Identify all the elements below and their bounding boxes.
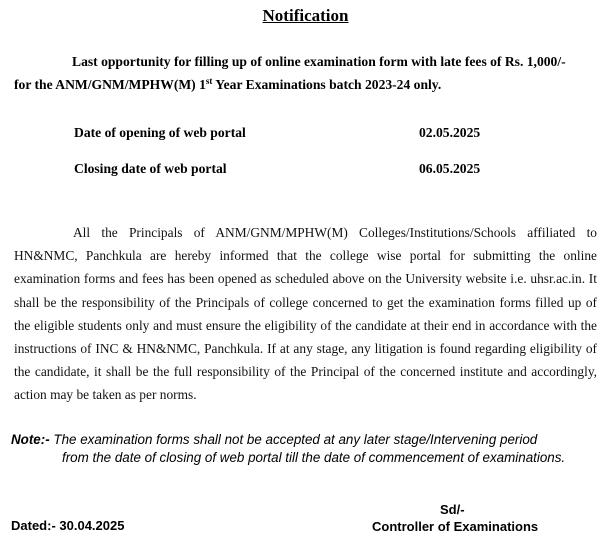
schedule-value-opening: 02.05.2025 [419,125,481,140]
note-label: Note:- [11,432,50,447]
subject-line-2-start: for the ANM/GNM/MPHW(M) 1 [14,77,206,92]
subject-line-2-end: Year Examinations batch 2023-24 only. [212,77,442,92]
note-line-1 [11,431,601,449]
schedule-label-closing: Closing date of web portal [74,161,227,176]
dated-line: Dated:- 30.04.2025 [11,518,125,533]
signatory-title: Controller of Examinations [372,519,539,534]
notification-title: Notification [262,6,349,25]
notification-body: All the Principals of ANM/GNM/MPHW(M) Colleges/Institutions/Schools affiliated to HN&NMC, Panchkula are hereby informed that the college wise portal for submitting the online examination forms and fees has been opened as scheduled above on the University website i.e. uhsr.ac.in. It shall be the responsibility of the Principals of college concerned to get the examination forms filled up of the eligible students only and must ensure the eligibility of the candidate at their end in accordance with the instructions of INC & HN&NMC, Panchkula. If at any stage, any litigation is found regarding eligibility of the candidate, it shall be the full responsibility of the Principal of the concerned institute and accordingly, action may be taken as per norms. [14,225,597,403]
notification-note [11,431,601,467]
subject-line-2 [14,73,602,96]
schedule-row-opening [74,125,504,145]
subject-ordinal-suffix: st [205,76,213,86]
subject-line-1: Last opportunity for filling up of online examination form with late fees of Rs. 1,000/- [72,54,566,69]
schedule-label-opening: Date of opening of web portal [74,125,246,140]
schedule-row-closing [74,161,504,181]
note-line-2: from the date of closing of web portal till the date of commencement of examinations. [62,450,566,465]
notification-subject [14,50,602,96]
signature-sd: Sd/- [440,502,465,517]
schedule-value-closing: 06.05.2025 [419,161,481,176]
note-text-1: The examination forms shall not be accepted at any later stage/Intervening period [49,432,538,447]
